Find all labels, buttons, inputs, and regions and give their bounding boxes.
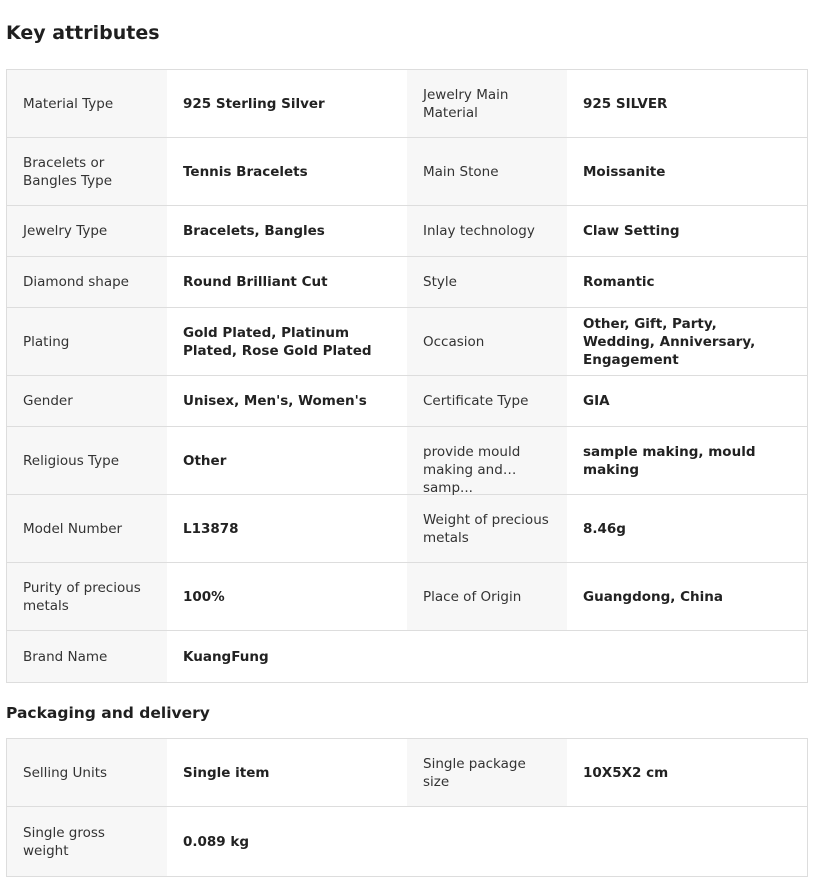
attribute-value: 925 Sterling Silver — [167, 70, 407, 138]
attribute-value: GIA — [567, 376, 807, 427]
attribute-value: 10X5X2 cm — [567, 739, 807, 807]
attribute-value: Round Brilliant Cut — [167, 257, 407, 308]
attribute-label: Plating — [7, 308, 167, 376]
attribute-label: Occasion — [407, 308, 567, 376]
key-attributes-heading: Key attributes — [6, 22, 160, 44]
attribute-label: Single package size — [407, 739, 567, 807]
attribute-value: Unisex, Men's, Women's — [167, 376, 407, 427]
attribute-value: 0.089 kg — [167, 807, 807, 876]
packaging-heading: Packaging and delivery — [6, 704, 210, 722]
attribute-value: Gold Plated, Platinum Plated, Rose Gold Plated — [167, 308, 407, 376]
key-attributes-table — [6, 69, 808, 683]
attribute-value: 100% — [167, 563, 407, 631]
attribute-label: Place of Origin — [407, 563, 567, 631]
packaging-table — [6, 738, 808, 877]
attribute-label: Selling Units — [7, 739, 167, 807]
attribute-value: sample making, mould making — [567, 427, 807, 495]
attribute-label: Certificate Type — [407, 376, 567, 427]
attribute-label: Diamond shape — [7, 257, 167, 308]
attribute-label: Main Stone — [407, 138, 567, 206]
attribute-value: Bracelets, Bangles — [167, 206, 407, 257]
attribute-label: Material Type — [7, 70, 167, 138]
attribute-value: Romantic — [567, 257, 807, 308]
attribute-value: Single item — [167, 739, 407, 807]
attribute-label: Bracelets or Bangles Type — [7, 138, 167, 206]
attribute-value: Moissanite — [567, 138, 807, 206]
attribute-label: Style — [407, 257, 567, 308]
attribute-value: 8.46g — [567, 495, 807, 563]
attribute-value: Other, Gift, Party, Wedding, Anniversary, Engagement — [567, 308, 807, 376]
attribute-label: Single gross weight — [7, 807, 167, 876]
attribute-value: L13878 — [167, 495, 407, 563]
attribute-label: provide mould making and samp... — [407, 427, 567, 495]
attribute-label: Purity of precious metals — [7, 563, 167, 631]
attribute-value: 925 SILVER — [567, 70, 807, 138]
attribute-label: Inlay technology — [407, 206, 567, 257]
attribute-value: Tennis Bracelets — [167, 138, 407, 206]
attribute-label: Jewelry Main Material — [407, 70, 567, 138]
attribute-label: Religious Type — [7, 427, 167, 495]
attribute-label: Weight of precious metals — [407, 495, 567, 563]
attribute-label: Jewelry Type — [7, 206, 167, 257]
attribute-value: Guangdong, China — [567, 563, 807, 631]
attribute-label: Brand Name — [7, 631, 167, 682]
attribute-value: Claw Setting — [567, 206, 807, 257]
attribute-label: Gender — [7, 376, 167, 427]
attribute-value: Other — [167, 427, 407, 495]
attribute-label: Model Number — [7, 495, 167, 563]
attribute-value: KuangFung — [167, 631, 807, 682]
